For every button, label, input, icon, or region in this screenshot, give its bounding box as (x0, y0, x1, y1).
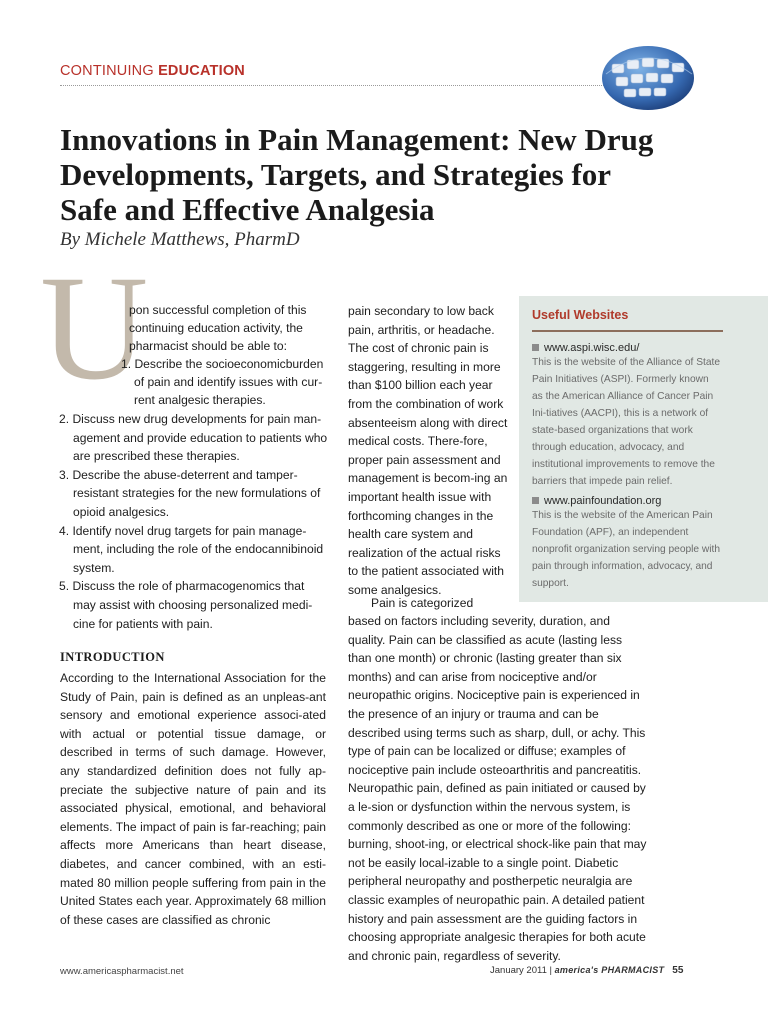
footer-issue (490, 965, 683, 976)
para1-line: pharmacist should be able to: (129, 339, 287, 353)
objective-item: 5. Discuss the role of pharmacogenomics that may assist with choosing personalized medi-cine for patients with pain. (59, 579, 313, 631)
title-line-1: Innovations in Pain Management: New Drug (60, 122, 654, 157)
column2-paragraph: pain secondary to low back pain, arthritis, or headache. The cost of chronic pain is staggering, resulting in more than $100 billion each year from the combination of work absenteeism along with direct medical costs. There-fore, proper pain assessment and management is becom-ing an important health issue with forthcoming changes in the health care system and realization of the actual risks to the patient associated with some analgesics. (348, 304, 508, 597)
objectives-list (59, 410, 329, 633)
article-title (60, 122, 720, 227)
sidebar-title: Useful Websites (532, 308, 629, 322)
objective-1-line: rent analgesic therapies. (134, 393, 266, 407)
drop-cap: U (40, 245, 149, 411)
pain-categorized-start: Pain is categorized (371, 596, 474, 610)
sidebar-rule (532, 330, 723, 332)
website-link-row (532, 495, 722, 507)
website-description: This is the website of the Alliance of State Pain Initiatives (ASPI). Formerly known as the American Alliance of Cancer Pain Ini-tiatives (AACPI), this is a network of state-based organizations that work through education, advocacy, and institutional improvements to remove the barriers that impede pain relief. (532, 357, 721, 487)
website-link-row (532, 342, 722, 354)
pain-categorized-paragraph: based on factors including severity, duration, and quality. Pain can be classified as acute (lasting less than one month) or chronic (lasting greater than six months) and can arise from nociceptive and/or neuropathic origins. Nociceptive pain is experienced in the presence of an injury or trauma and can be described using terms such as sharp, dull, or achy. This type of pain can be localized or diffuse; examples of nociceptive pain include osteoarthritis and pancreatitis. Neuropathic pain, defined as pain initiated or caused by a le-sion or dysfunction within the nervous system, is commonly described as one or more of the following: burning, shoot-ing, or electrical shock-like pain that may not be easily local-izable to a single point. Diabetic peripheral neuropathy and postherpetic neuralgia are classic examples of neuropathic pain. A detailed patient history and pain assessment are the guiding factors in choosing appropriate analgesic therapies for both acute and chronic pain, regardless of severity. (348, 614, 647, 963)
para1-line: continuing education activity, the (129, 321, 303, 335)
footer-date: January 2011 (490, 965, 547, 976)
title-line-3: Safe and Effective Analgesia (60, 192, 435, 227)
website-link[interactable]: www.painfoundation.org (544, 495, 662, 507)
website-entry (532, 342, 722, 490)
section-kicker (60, 63, 245, 79)
website-entry (532, 495, 722, 592)
author-byline: By Michele Matthews, PharmD (60, 229, 300, 250)
objective-item: 2. Discuss new drug developments for pain man-agement and provide education to patients who are prescribed these therapies. (59, 412, 328, 464)
keyboard-globe-image (596, 34, 700, 112)
page-number: 55 (672, 965, 684, 976)
para1-line: pon successful completion of this (129, 303, 307, 317)
title-line-2: Developments, Targets, and Strategies for (60, 157, 612, 192)
bullet-square-icon (532, 497, 539, 504)
footer-separator: | (549, 965, 552, 976)
objective-1-line: 1. Describe the socioeconomicburden (121, 357, 324, 371)
header-divider (60, 85, 610, 86)
bullet-square-icon (532, 344, 539, 351)
objective-item: 3. Describe the abuse-deterrent and tamper-resistant strategies for the new formulations of opioid analgesics. (59, 467, 321, 519)
website-description: This is the website of the American Pain Foundation (APF), an independent nonprofit organization serving people with pain through information, advocacy, and support. (532, 510, 721, 589)
introduction-heading: INTRODUCTION (60, 650, 165, 664)
footer-brand: america's PHARMACIST (554, 965, 665, 975)
objective-item: 4. Identify novel drug targets for pain manage-ment, including the role of the endocannibinoid system. (59, 523, 324, 575)
introduction-paragraph: According to the International Association for the Study of Pain, pain is defined as an unpleas-ant sensory and emotional experience associ-ated with actual or potential tissue damage, or described in terms of such damage. However, any standardized definition does not fully ap-preciate the subjective nature of pain and its associated physical, emotional, and behavioral elements. The impact of pain is far-reaching; pain affects more Americans than heart disease, diabetes, and cancer combined, with an esti-mated 80 million people suffering from pain in the United States each year. Approximately 68 million of these cases are classified as chronic (60, 671, 326, 927)
objective-1-line: of pain and identify issues with cur- (134, 375, 323, 389)
website-link[interactable]: www.aspi.wisc.edu/ (544, 342, 640, 354)
kicker-emphasis: EDUCATION (158, 63, 245, 79)
kicker-prefix: CONTINUING (60, 63, 159, 79)
footer-website[interactable]: www.americaspharmacist.net (60, 966, 184, 977)
